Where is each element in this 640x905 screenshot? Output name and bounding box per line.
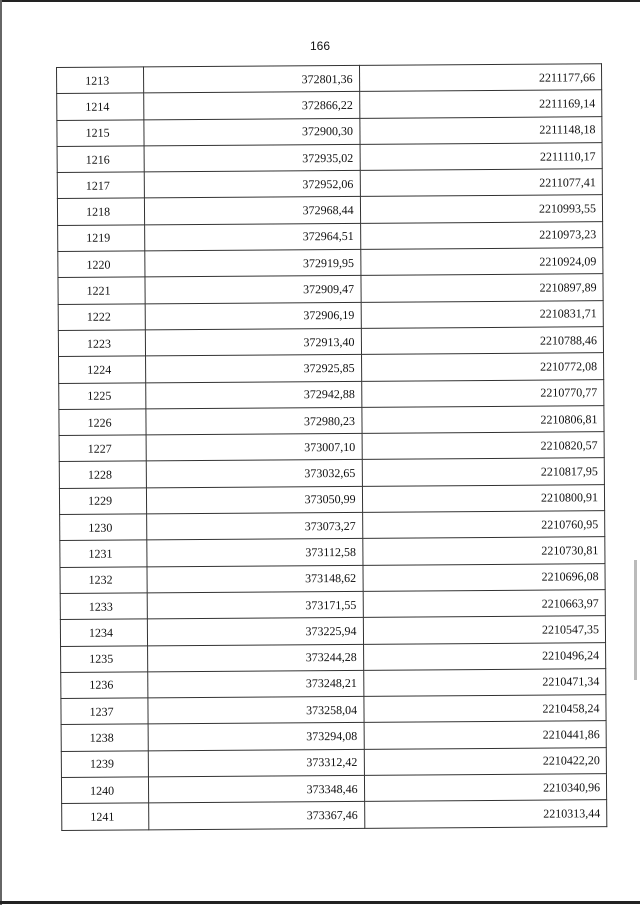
- table-row: [57, 195, 602, 225]
- point-number-cell: 1223: [58, 330, 145, 357]
- x-coordinate-cell: 372909,47: [145, 276, 361, 304]
- point-number-cell: 1237: [61, 698, 148, 725]
- y-coordinate-cell: 2211169,14: [359, 90, 602, 118]
- point-number-cell: 1227: [59, 435, 146, 462]
- point-number-cell: 1218: [57, 198, 144, 225]
- point-number-cell: 1221: [58, 277, 145, 304]
- x-coordinate-cell: 373258,04: [148, 696, 364, 724]
- table-row: [61, 774, 606, 804]
- x-coordinate-cell: 372935,02: [144, 144, 360, 172]
- table-row: [58, 327, 603, 357]
- table-row: [61, 747, 606, 777]
- y-coordinate-cell: 2210441,86: [364, 721, 607, 749]
- coordinates-table: [56, 63, 607, 830]
- x-coordinate-cell: 372952,06: [144, 171, 360, 199]
- x-coordinate-cell: 372906,19: [145, 302, 361, 330]
- y-coordinate-cell: 2211148,18: [359, 116, 602, 144]
- table-row: [59, 353, 604, 383]
- y-coordinate-cell: 2210422,20: [364, 747, 607, 775]
- y-coordinate-cell: 2210788,46: [361, 327, 604, 355]
- point-number-cell: 1234: [60, 619, 147, 646]
- table-row: [60, 590, 605, 620]
- point-number-cell: 1236: [61, 672, 148, 699]
- y-coordinate-cell: 2210806,81: [361, 406, 604, 434]
- table-row: [57, 169, 602, 199]
- x-coordinate-cell: 373073,27: [147, 512, 363, 540]
- point-number-cell: 1240: [61, 777, 148, 804]
- y-coordinate-cell: 2210458,24: [363, 695, 606, 723]
- table-row: [57, 64, 602, 94]
- y-coordinate-cell: 2210973,23: [360, 221, 603, 249]
- x-coordinate-cell: 373112,58: [147, 539, 363, 567]
- y-coordinate-cell: 2210496,24: [363, 642, 606, 670]
- x-coordinate-cell: 373225,94: [148, 618, 364, 646]
- point-number-cell: 1219: [58, 225, 145, 252]
- x-coordinate-cell: 373171,55: [147, 591, 363, 619]
- scan-left-border: [0, 0, 2, 905]
- table-row: [60, 616, 605, 646]
- page-number: 166: [309, 39, 331, 53]
- x-coordinate-cell: 373050,99: [147, 486, 363, 514]
- x-coordinate-cell: 372801,36: [144, 65, 360, 93]
- y-coordinate-cell: 2210313,44: [364, 800, 607, 828]
- y-coordinate-cell: 2210993,55: [360, 195, 603, 223]
- x-coordinate-cell: 372913,40: [145, 328, 361, 356]
- point-number-cell: 1217: [57, 172, 144, 199]
- x-coordinate-cell: 373007,10: [146, 434, 362, 462]
- table-row: [61, 669, 606, 699]
- point-number-cell: 1235: [61, 645, 148, 672]
- x-coordinate-cell: 372866,22: [144, 92, 360, 120]
- y-coordinate-cell: 2210547,35: [363, 616, 606, 644]
- scan-top-border: [0, 0, 640, 2]
- x-coordinate-cell: 373244,28: [148, 644, 364, 672]
- table-row: [58, 221, 603, 251]
- y-coordinate-cell: 2210471,34: [363, 669, 606, 697]
- y-coordinate-cell: 2210831,71: [361, 300, 604, 328]
- point-number-cell: 1224: [59, 356, 146, 383]
- y-coordinate-cell: 2210897,89: [361, 274, 604, 302]
- point-number-cell: 1213: [57, 67, 144, 94]
- point-number-cell: 1231: [60, 540, 147, 567]
- table-row: [59, 432, 604, 462]
- y-coordinate-cell: 2211177,66: [359, 64, 602, 92]
- point-number-cell: 1220: [58, 251, 145, 278]
- point-number-cell: 1229: [59, 488, 146, 515]
- y-coordinate-cell: 2210760,95: [362, 511, 605, 539]
- y-coordinate-cell: 2210770,77: [361, 379, 604, 407]
- x-coordinate-cell: 373294,08: [148, 723, 364, 751]
- table-row: [61, 695, 606, 725]
- point-number-cell: 1230: [60, 514, 147, 541]
- x-coordinate-cell: 373032,65: [146, 460, 362, 488]
- point-number-cell: 1239: [61, 751, 148, 778]
- point-number-cell: 1225: [59, 382, 146, 409]
- point-number-cell: 1232: [60, 567, 147, 594]
- table-row: [60, 511, 605, 541]
- table-row: [61, 642, 606, 672]
- x-coordinate-cell: 372980,23: [146, 407, 362, 435]
- y-coordinate-cell: 2210340,96: [364, 774, 607, 802]
- point-number-cell: 1241: [62, 803, 149, 830]
- y-coordinate-cell: 2210924,09: [360, 248, 603, 276]
- scan-edge-mark: [634, 560, 637, 680]
- table-row: [59, 458, 604, 488]
- table-row: [60, 563, 605, 593]
- x-coordinate-cell: 373348,46: [149, 775, 365, 803]
- point-number-cell: 1216: [57, 146, 144, 173]
- x-coordinate-cell: 372919,95: [145, 249, 361, 277]
- point-number-cell: 1233: [60, 593, 147, 620]
- y-coordinate-cell: 2210820,57: [362, 432, 605, 460]
- x-coordinate-cell: 373148,62: [147, 565, 363, 593]
- table-row: [58, 300, 603, 330]
- x-coordinate-cell: 373312,42: [148, 749, 364, 777]
- table-row: [59, 406, 604, 436]
- y-coordinate-cell: 2211110,17: [360, 143, 603, 171]
- y-coordinate-cell: 2210696,08: [363, 563, 606, 591]
- table-row: [59, 379, 604, 409]
- x-coordinate-cell: 372964,51: [145, 223, 361, 251]
- y-coordinate-cell: 2210800,91: [362, 484, 605, 512]
- table-row: [59, 484, 604, 514]
- table-row: [60, 537, 605, 567]
- x-coordinate-cell: 372900,30: [144, 118, 360, 146]
- x-coordinate-cell: 372925,85: [146, 355, 362, 383]
- point-number-cell: 1214: [57, 93, 144, 120]
- table-row: [58, 248, 603, 278]
- y-coordinate-cell: 2210817,95: [362, 458, 605, 486]
- x-coordinate-cell: 373248,21: [148, 670, 364, 698]
- x-coordinate-cell: 372942,88: [146, 381, 362, 409]
- point-number-cell: 1226: [59, 409, 146, 436]
- point-number-cell: 1222: [58, 304, 145, 331]
- y-coordinate-cell: 2210730,81: [362, 537, 605, 565]
- y-coordinate-cell: 2211077,41: [360, 169, 603, 197]
- table-row: [61, 721, 606, 751]
- table-row: [62, 800, 607, 830]
- point-number-cell: 1215: [57, 119, 144, 146]
- y-coordinate-cell: 2210663,97: [363, 590, 606, 618]
- table-row: [57, 116, 602, 146]
- point-number-cell: 1238: [61, 724, 148, 751]
- x-coordinate-cell: 373367,46: [149, 802, 365, 830]
- table-row: [58, 274, 603, 304]
- coordinates-table-body: [57, 64, 607, 830]
- point-number-cell: 1228: [59, 461, 146, 488]
- y-coordinate-cell: 2210772,08: [361, 353, 604, 381]
- table-row: [57, 90, 602, 120]
- x-coordinate-cell: 372968,44: [145, 197, 361, 225]
- scan-bottom-border: [0, 901, 640, 904]
- table-row: [57, 143, 602, 173]
